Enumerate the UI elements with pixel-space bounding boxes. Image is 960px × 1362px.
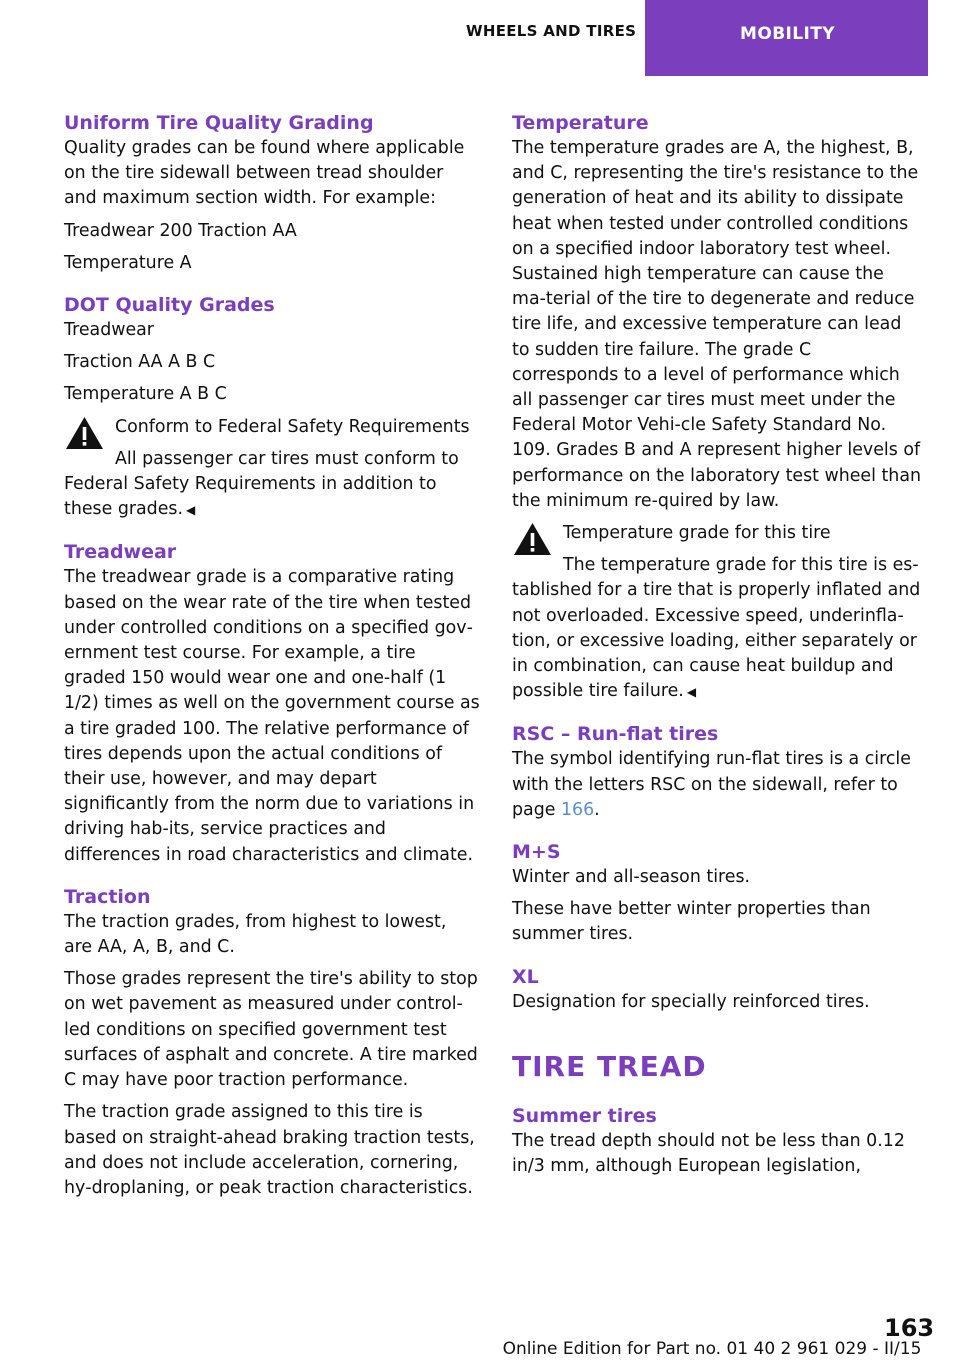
- right-column: [512, 110, 922, 1186]
- rsc-paragraph: [512, 747, 922, 823]
- traction-paragraph-3: The traction grade assigned to this tire is based on straight-ahead braking traction tests, and does not include acceleration, cornering, hy‐droplaning, or peak traction characteristics.: [64, 1102, 475, 1198]
- xl-paragraph: Designation for specially reinforced tires.: [512, 991, 870, 1012]
- warning-body-federal: [64, 447, 480, 524]
- traction-paragraph-2: Those grades represent the tire's ability to stop on wet pavement as measured under control‐led conditions on specified government test surfaces of asphalt and concrete. A tire marked C may have poor traction performance.: [64, 969, 478, 1091]
- summer-tires-paragraph: The tread depth should not be less than 0.12 in/3 mm, although European legislation,: [512, 1130, 905, 1177]
- dot-paragraph-3: Temperature A B C: [64, 384, 227, 405]
- dot-heading: DOT Quality Grades: [64, 294, 275, 317]
- footer: [0, 1339, 960, 1359]
- utqg-paragraph-2: Treadwear 200 Traction AA: [64, 220, 297, 241]
- treadwear-paragraph: The treadwear grade is a comparative rating based on the wear rate of the tire when tested under controlled conditions on a specified gov‐ernment test course. For example, a tire graded 150 would wear one and one-half (1 1/2) times as well on the government course as a tire graded 100. The relative performance of tires depends upon the actual conditions of their use, however, and may depart significantly from the norm due to variations in driving hab‐its, service practices and differences in road characteristics and climate.: [64, 567, 480, 865]
- rsc-heading: RSC – Run-flat tires: [512, 723, 719, 746]
- ms-paragraph-2: These have better winter properties than summer tires.: [512, 899, 871, 945]
- dot-paragraph-1: Treadwear: [64, 320, 154, 341]
- header-tab: [645, 0, 928, 76]
- rsc-text-end: .: [594, 799, 600, 820]
- warning-body-temperature: [512, 553, 922, 705]
- left-column: [64, 110, 480, 1208]
- header-tab-label: MOBILITY: [669, 0, 906, 52]
- ms-heading: M+S: [512, 841, 561, 864]
- rsc-text: The symbol identifying run-flat tires is a circle with the letters RSC on the sidewall, refer to page: [512, 749, 911, 820]
- footer-text: Online Edition for Part no. 01 40 2 961 029 - II/15: [502, 1339, 922, 1359]
- end-mark-icon: ◀: [686, 685, 697, 700]
- end-mark-icon: ◀: [186, 503, 196, 518]
- utqg-paragraph-1: Quality grades can be found where applicable on the tire sidewall between tread shoulder and maximum section width. For example:: [64, 138, 465, 209]
- page-number: 163: [884, 1314, 935, 1342]
- temperature-heading: Temperature: [512, 112, 649, 134]
- ms-paragraph-1: Winter and all-season tires.: [512, 867, 751, 888]
- warning-triangle-icon: [512, 521, 553, 557]
- tire-tread-heading: TIRE TREAD: [512, 1049, 707, 1083]
- page-link-166[interactable]: 166: [560, 799, 595, 820]
- warning-title-federal: Conform to Federal Safety Requirements: [115, 416, 470, 437]
- traction-heading: Traction: [64, 885, 151, 908]
- utqg-paragraph-3: Temperature A: [64, 252, 192, 273]
- warning-triangle-icon: [64, 415, 105, 451]
- utqg-heading: Uniform Tire Quality Grading: [64, 112, 374, 134]
- temperature-paragraph: The temperature grades are A, the highest, B, and C, representing the tire's resistance to the generation of heat and its ability to dissipate heat when tested under controlled conditions on a specified indoor laboratory test wheel. Sustained high temperature can cause the ma‐terial of the tire to degenerate and reduce tire life, and excessive temperature can lead to sudden tire failure. The grade C corresponds to a level of performance which all passenger car tires must meet under the Federal Motor Vehi‐cle Safety Standard No. 109. Grades B and A represent higher levels of performance on the laboratory test wheel than the minimum re‐quired by law.: [512, 138, 922, 511]
- warning-title-temperature: Temperature grade for this tire: [563, 523, 831, 544]
- summer-tires-heading: Summer tires: [512, 1104, 657, 1127]
- dot-paragraph-2: Traction AA A B C: [64, 352, 216, 373]
- header-section-title: WHEELS AND TIRES: [466, 22, 637, 40]
- traction-paragraph-1: The traction grades, from highest to lowest, are AA, A, B, and C.: [64, 911, 447, 958]
- treadwear-heading: Treadwear: [64, 541, 177, 564]
- warning-body-federal-text: All passenger car tires must conform to Federal Safety Requirements in addition to these grades.: [64, 448, 459, 520]
- warning-body-temperature-text: The temperature grade for this tire is es‐tablished for a tire that is properly inflated and not overloaded. Excessive speed, underinfla‐tion, or excessive loading, either separately or in combination, can cause heat buildup and possible tire failure.: [512, 555, 921, 702]
- warning-box-temperature: [512, 521, 922, 705]
- warning-box-federal: [64, 415, 480, 524]
- xl-heading: XL: [512, 965, 539, 988]
